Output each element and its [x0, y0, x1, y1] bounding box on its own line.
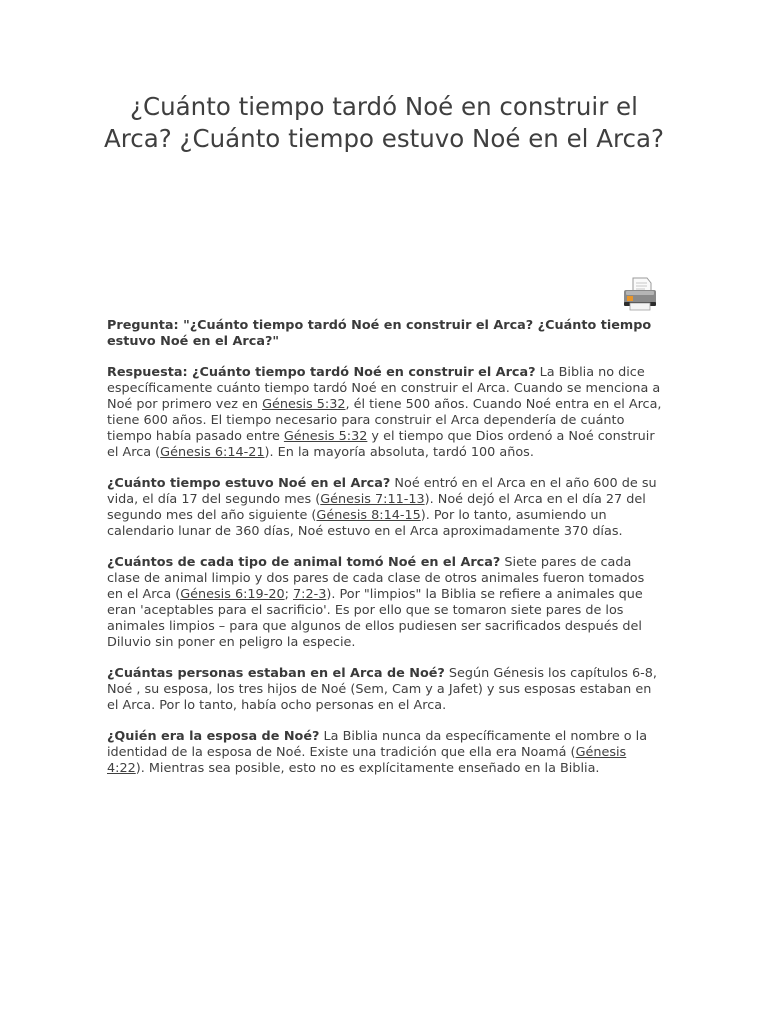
wife-text: La Biblia nunca da específicamente el nombre o la identidad de la esposa de Noé. Existe una tradición que ella era Noamá ( — [107, 729, 648, 760]
question-text: Pregunta: "¿Cuánto tiempo tardó Noé en construir el Arca? ¿Cuánto tiempo estuvo Noé en el Arca?" — [107, 318, 652, 349]
answer-text: ). En la mayoría absoluta, tardó 100 años. — [264, 445, 534, 460]
duration-text: ). Por lo tanto, asumiendo un calendario lunar de 360 días, Noé estuvo en el Arca aproximadamente 370 días. — [107, 508, 623, 539]
duration-heading: ¿Cuánto tiempo estuvo Noé en el Arca? — [107, 476, 391, 491]
animals-text: Siete pares de cada clase de animal limpio y dos pares de cada clase de otros animales fueron tomados en el Arca ( — [107, 555, 645, 602]
people-paragraph — [107, 666, 663, 714]
wife-paragraph — [107, 729, 663, 777]
answer-text: , él tiene 500 años. Cuando Noé entra en el Arca, tiene 600 años. El tiempo necesario para construir el Arca dependería de cuánto tiempo había pasado entre — [107, 397, 662, 444]
reference-link[interactable]: Génesis 8:14-15 — [316, 508, 421, 523]
answer-heading: Respuesta: ¿Cuánto tiempo tardó Noé en construir el Arca? — [107, 365, 536, 380]
answer-text: y el tiempo que Dios ordenó a Noé construir el Arca ( — [107, 429, 655, 460]
duration-paragraph — [107, 476, 663, 540]
reference-link[interactable]: Génesis 6:14-21 — [160, 445, 265, 460]
animals-paragraph — [107, 555, 663, 651]
article-body — [107, 318, 663, 792]
printer-icon[interactable] — [620, 274, 660, 314]
page-title: ¿Cuánto tiempo tardó Noé en construir el Arca? ¿Cuánto tiempo estuvo Noé en el Arca? — [103, 92, 665, 153]
people-heading: ¿Cuántas personas estaban en el Arca de Noé? — [107, 666, 445, 681]
answer-paragraph — [107, 365, 663, 461]
reference-link[interactable]: Génesis 4:22 — [107, 745, 627, 776]
reference-link[interactable]: Génesis 7:11-13 — [320, 492, 425, 507]
reference-link[interactable]: Génesis 6:19-20 — [180, 587, 285, 602]
duration-text: ). Noé dejó el Arca en el día 27 del segundo mes del año siguiente ( — [107, 492, 646, 523]
reference-link[interactable]: 7:2-3 — [293, 587, 327, 602]
question-paragraph — [107, 318, 663, 350]
duration-text: Noé entró en el Arca en el año 600 de su vida, el día 17 del segundo mes ( — [107, 476, 657, 507]
animals-text: ). Por "limpios" la Biblia se refiere a animales que eran 'aceptables para el sacrificio'. Es por ello que se tomaron siete pares de los animales limpios – para que algunos de ellos pudiesen ser sacrificados después del Diluvio sin poner en peligro la especie. — [107, 587, 643, 650]
wife-text: ). Mientras sea posible, esto no es explícitamente enseñado en la Biblia. — [135, 761, 600, 776]
animals-separator: ; — [284, 587, 293, 602]
wife-heading: ¿Quién era la esposa de Noé? — [107, 729, 320, 744]
reference-link[interactable]: Génesis 5:32 — [283, 429, 368, 444]
answer-text: La Biblia no dice específicamente cuánto tiempo tardó Noé en construir el Arca. Cuando se menciona a Noé por primero vez en — [107, 365, 661, 412]
reference-link[interactable]: Génesis 5:32 — [262, 397, 346, 412]
people-text: Según Génesis los capítulos 6-8, Noé , su esposa, los tres hijos de Noé (Sem, Cam y a Jafet) y sus esposas estaban en el Arca. Por lo tanto, había ocho personas en el Arca. — [107, 666, 657, 713]
animals-heading: ¿Cuántos de cada tipo de animal tomó Noé en el Arca? — [107, 555, 501, 570]
